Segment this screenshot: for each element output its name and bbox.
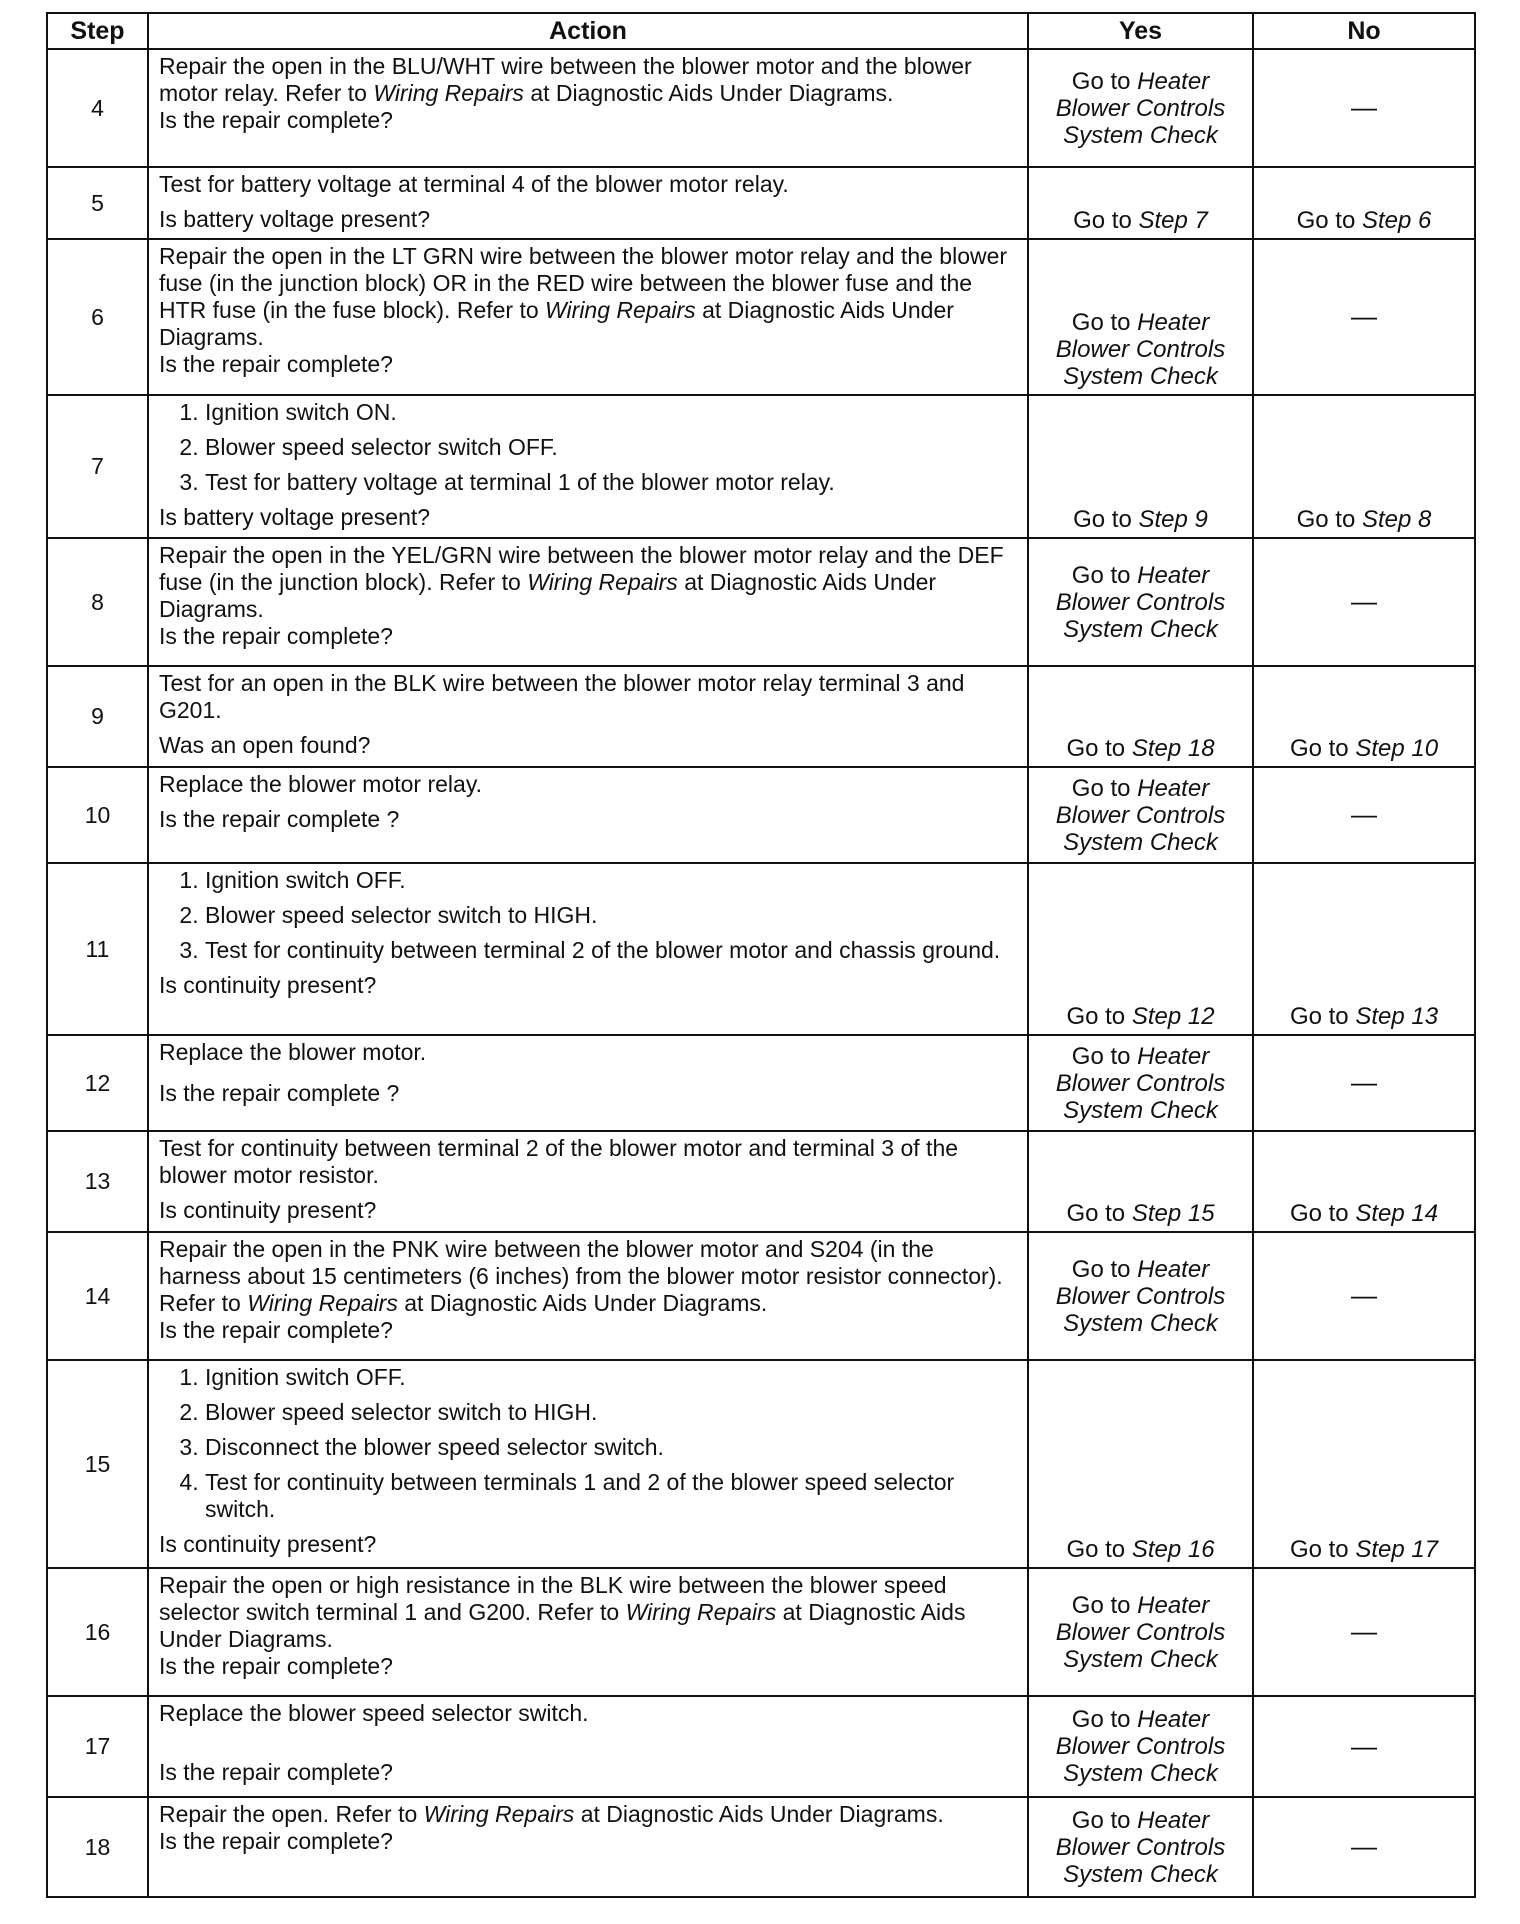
no-step-ref: Step 13 [1355,1003,1439,1030]
no-dash: — [1351,1280,1377,1310]
table-row [47,863,1475,1035]
go-to-label: Go to [1071,309,1131,336]
no-result [1253,1568,1475,1696]
action-text: at Diagnostic Aids Under Diagrams. [159,297,954,350]
action-text: at Diagnostic Aids Under Diagrams. [159,569,937,622]
no-result [1253,49,1475,167]
table-row [47,1568,1475,1696]
action-question: Is the repair complete? [159,1317,393,1343]
action-text: Repair the open in the YEL/GRN wire between the blower motor relay and the DEF fuse (in the junction block). Refer to [159,542,1004,595]
go-to-label: Go to [1073,506,1132,533]
wiring-repairs-ref: Wiring Repairs [527,569,678,595]
step-number: 16 [47,1568,148,1696]
no-dash: — [1351,1831,1377,1861]
action-steps-list [159,1364,1017,1523]
step-action [148,239,1028,395]
step-number: 14 [47,1232,148,1360]
go-to-label: Go to [1071,67,1131,95]
action-question: Is the repair complete? [159,107,393,133]
step-action [148,49,1028,167]
step-action [148,1797,1028,1897]
action-text: Repair the open in the PNK wire between the blower motor and S204 (in the harness about 15 centimeters (6 inches) from the blower motor resistor connector). Refer to [159,1236,1003,1316]
action-question: Was an open found? [159,732,371,758]
table-row [47,1360,1475,1568]
step-number: 6 [47,239,148,395]
yes-step-ref: Step 18 [1131,735,1215,762]
action-text: Test for battery voltage at terminal 4 of the blower motor relay. [159,171,789,197]
step-action [148,1696,1028,1797]
no-result [1253,1797,1475,1897]
no-step-ref: Step 10 [1355,735,1439,762]
no-dash: — [1351,1616,1377,1646]
no-result [1253,239,1475,395]
no-result [1253,1131,1475,1232]
header-step: Step [47,13,148,49]
list-item: 1. Ignition switch ON. [205,399,1017,426]
table-row [47,538,1475,666]
action-text: at Diagnostic Aids Under Diagrams. [530,80,894,106]
no-dash: — [1351,799,1377,829]
heater-link-l3: System Check [1063,1860,1218,1888]
heater-link-l1: Heater [1137,1806,1210,1834]
action-question: Is the repair complete ? [159,806,400,832]
no-step-ref: Step 14 [1355,1200,1439,1227]
table-row [47,239,1475,395]
step-number: 5 [47,167,148,239]
no-dash: — [1351,586,1377,616]
go-to-label: Go to [1066,735,1126,762]
table-row [47,1797,1475,1897]
action-text: Repair the open or high resistance in the BLK wire between the blower speed selector switch terminal 1 and G200. Refer to [159,1572,947,1625]
go-to-label: Go to [1289,1200,1349,1227]
step-action [148,767,1028,863]
step-number: 8 [47,538,148,666]
step-action [148,1131,1028,1232]
heater-link-l2: Blower Controls [1055,1833,1226,1861]
heater-link-l1: Heater [1137,774,1210,802]
table-row [47,666,1475,767]
header-no: No [1253,13,1475,49]
step-number: 15 [47,1360,148,1568]
go-to-label: Go to [1289,735,1349,762]
heater-link-l3: System Check [1063,121,1218,149]
yes-result [1028,538,1253,666]
heater-link-l3: System Check [1063,828,1218,856]
action-question: Is the repair complete? [159,351,393,377]
go-to-label: Go to [1289,1536,1349,1563]
no-result [1253,1232,1475,1360]
list-item: 4. Test for continuity between terminals 1 and 2 of the blower speed selector switch. [205,1469,1017,1523]
no-result [1253,167,1475,239]
step-action [148,863,1028,1035]
no-result [1253,1035,1475,1131]
no-result [1253,767,1475,863]
no-step-ref: Step 8 [1361,506,1432,533]
list-item: 1. Ignition switch OFF. [205,1364,1017,1391]
heater-link-l2: Blower Controls [1055,1733,1226,1760]
step-number: 18 [47,1797,148,1897]
heater-link-l2: Blower Controls [1055,1069,1226,1097]
list-item: 3. Disconnect the blower speed selector switch. [205,1434,1017,1461]
no-result [1253,1360,1475,1568]
step-number: 10 [47,767,148,863]
list-item: 3. Test for battery voltage at terminal 1 of the blower motor relay. [205,469,1017,496]
no-result [1253,666,1475,767]
action-text: at Diagnostic Aids Under Diagrams. [159,1599,966,1652]
go-to-label: Go to [1071,1706,1131,1733]
no-dash: — [1351,1067,1377,1097]
heater-link-l1: Heater [1137,67,1210,95]
no-dash: — [1351,1730,1377,1761]
step-action [148,395,1028,538]
yes-result [1028,1797,1253,1897]
go-to-label: Go to [1066,1200,1126,1227]
action-text: Test for an open in the BLK wire between the blower motor relay terminal 3 and G201. [159,670,965,723]
heater-link-l1: Heater [1137,1591,1210,1619]
action-question: Is the repair complete? [159,1828,393,1854]
heater-link-l1: Heater [1137,1042,1210,1070]
action-text: Repair the open in the BLU/WHT wire between the blower motor and the blower motor relay. Refer to [159,53,972,106]
action-text: Test for continuity between terminal 2 of the blower motor and terminal 3 of the blower motor resistor. [159,1135,959,1188]
action-question: Is the repair complete ? [159,1080,400,1106]
no-step-ref: Step 6 [1361,207,1432,234]
yes-step-ref: Step 15 [1131,1200,1215,1227]
yes-result [1028,1568,1253,1696]
table-row [47,1035,1475,1131]
heater-link-l3: System Check [1063,1645,1218,1673]
diagnostic-table [46,12,1476,1898]
heater-link-l1: Heater [1137,561,1210,589]
yes-result [1028,395,1253,538]
heater-link-l1: Heater [1137,1255,1210,1283]
yes-result [1028,1360,1253,1568]
action-text: Replace the blower speed selector switch. [159,1700,589,1726]
step-action [148,1232,1028,1360]
yes-result [1028,1232,1253,1360]
heater-link-l2: Blower Controls [1055,94,1226,122]
step-action [148,167,1028,239]
table-row [47,1232,1475,1360]
heater-link-l2: Blower Controls [1055,1618,1226,1646]
yes-result [1028,1035,1253,1131]
action-question: Is continuity present? [159,1531,377,1557]
yes-result [1028,863,1253,1035]
action-question: Is the repair complete? [159,1653,393,1679]
heater-link-l3: System Check [1063,363,1218,390]
action-text: Repair the open. Refer to [159,1801,418,1827]
step-number: 12 [47,1035,148,1131]
heater-link-l3: System Check [1063,1096,1218,1124]
no-dash: — [1351,301,1377,331]
action-text: at Diagnostic Aids Under Diagrams. [404,1290,768,1316]
action-text: at Diagnostic Aids Under Diagrams. [580,1801,944,1827]
wiring-repairs-ref: Wiring Repairs [545,297,696,323]
list-item: 1. Ignition switch OFF. [205,867,1017,894]
step-action [148,538,1028,666]
heater-link-l3: System Check [1063,1309,1218,1337]
action-text: Replace the blower motor. [159,1039,427,1065]
heater-link-l2: Blower Controls [1055,588,1226,616]
heater-link-l3: System Check [1063,1760,1218,1787]
yes-result [1028,1696,1253,1797]
go-to-label: Go to [1071,774,1131,802]
yes-step-ref: Step 16 [1131,1536,1215,1563]
step-number: 13 [47,1131,148,1232]
yes-result [1028,767,1253,863]
step-number: 17 [47,1696,148,1797]
action-question: Is the repair complete? [159,623,393,649]
header-yes: Yes [1028,13,1253,49]
list-item: 2. Blower speed selector switch OFF. [205,434,1017,461]
action-text: Replace the blower motor relay. [159,771,482,797]
heater-link-l1: Heater [1137,309,1210,336]
no-result [1253,395,1475,538]
go-to-label: Go to [1071,1591,1131,1619]
yes-result [1028,49,1253,167]
step-number: 11 [47,863,148,1035]
heater-link-l1: Heater [1137,1706,1210,1733]
heater-link-l2: Blower Controls [1055,336,1226,363]
table-row [47,49,1475,167]
action-question: Is battery voltage present? [159,504,431,530]
step-number: 7 [47,395,148,538]
step-action [148,1035,1028,1131]
table-row [47,167,1475,239]
go-to-label: Go to [1071,1042,1131,1070]
table-row [47,767,1475,863]
no-step-ref: Step 17 [1355,1536,1439,1563]
heater-link-l2: Blower Controls [1055,1282,1226,1310]
no-dash: — [1351,92,1377,122]
go-to-label: Go to [1066,1003,1126,1030]
wiring-repairs-ref: Wiring Repairs [423,1801,575,1827]
action-question: Is the repair complete? [159,1759,393,1785]
action-text: Repair the open in the LT GRN wire between the blower motor relay and the blower fuse (in the junction block) OR in the RED wire between the blower fuse and the HTR fuse (in the fuse block). Refer to [159,243,1008,323]
step-action [148,1568,1028,1696]
action-question: Is battery voltage present? [159,206,431,232]
table-header-row [47,13,1475,49]
yes-result [1028,1131,1253,1232]
header-action: Action [148,13,1028,49]
yes-result [1028,666,1253,767]
list-item: 3. Test for continuity between terminal 2 of the blower motor and chassis ground. [205,937,1017,964]
go-to-label: Go to [1296,207,1356,234]
action-question: Is continuity present? [159,1197,377,1223]
table-row [47,1131,1475,1232]
action-steps-list [159,867,1017,964]
diagnostic-table-page [46,12,1474,1898]
yes-step-ref: Step 7 [1138,207,1208,234]
table-row [47,1696,1475,1797]
step-number: 9 [47,666,148,767]
go-to-label: Go to [1073,207,1132,234]
action-question: Is continuity present? [159,972,377,998]
go-to-label: Go to [1071,561,1131,589]
yes-step-ref: Step 12 [1131,1003,1215,1030]
wiring-repairs-ref: Wiring Repairs [247,1290,398,1316]
no-result [1253,1696,1475,1797]
action-steps-list [159,399,1017,496]
step-action [148,666,1028,767]
list-item: 2. Blower speed selector switch to HIGH. [205,1399,1017,1426]
no-result [1253,538,1475,666]
step-number: 4 [47,49,148,167]
yes-result [1028,239,1253,395]
yes-result [1028,167,1253,239]
no-result [1253,863,1475,1035]
go-to-label: Go to [1289,1003,1349,1030]
go-to-label: Go to [1071,1255,1131,1283]
heater-link-l2: Blower Controls [1055,801,1226,829]
wiring-repairs-ref: Wiring Repairs [625,1599,777,1625]
wiring-repairs-ref: Wiring Repairs [373,80,524,106]
go-to-label: Go to [1296,506,1356,533]
go-to-label: Go to [1066,1536,1126,1563]
heater-link-l3: System Check [1063,615,1218,643]
step-action [148,1360,1028,1568]
go-to-label: Go to [1071,1806,1131,1834]
list-item: 2. Blower speed selector switch to HIGH. [205,902,1017,929]
table-row [47,395,1475,538]
yes-step-ref: Step 9 [1138,506,1208,533]
